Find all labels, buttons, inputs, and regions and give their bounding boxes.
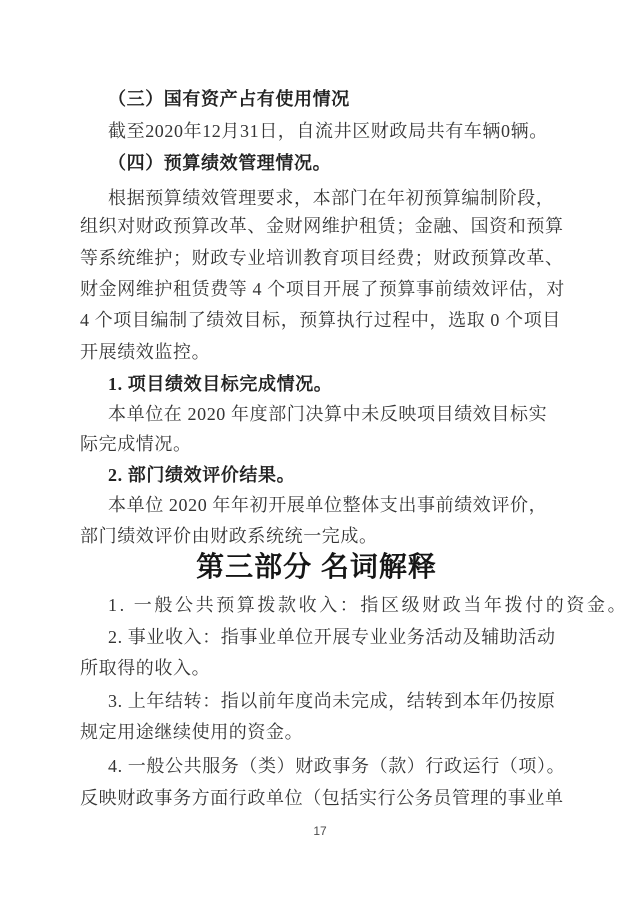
text-line: 财金网维护租赁费等 4 个项目开展了预算事前绩效评估，对: [80, 279, 565, 299]
page-number: 17: [313, 824, 327, 838]
text-line: 根据预算绩效管理要求，本部门在年初预算编制阶段，: [108, 188, 555, 208]
term-definition-line: 3. 上年结转：指以前年度尚未完成，结转到本年仍按原: [108, 691, 556, 711]
term-definition-line: 1. 一般公共预算拨款收入：指区级财政当年拨付的资金。: [108, 595, 629, 615]
text-line: 部门绩效评价由财政系统统一完成。: [80, 526, 378, 546]
text-line: 际完成情况。: [80, 434, 192, 454]
text-line: 本单位在 2020 年度部门决算中未反映项目绩效目标实: [108, 404, 548, 424]
subheading-state-assets: （三）国有资产占有使用情况: [108, 89, 350, 109]
term-definition-line: 所取得的收入。: [80, 658, 211, 678]
text-line: 本单位 2020 年年初开展单位整体支出事前绩效评价，: [108, 495, 548, 515]
term-definition-line: 规定用途继续使用的资金。: [80, 722, 304, 742]
text-line: 截至2020年12月31日，自流井区财政局共有车辆0辆。: [108, 121, 548, 141]
term-definition-line: 反映财政事务方面行政单位（包括实行公务员管理的事业单: [80, 788, 564, 808]
subheading-evaluation-results: 2. 部门绩效评价结果。: [108, 465, 296, 485]
text-line: 等系统维护；财政专业培训教育项目经费；财政预算改革、: [80, 248, 564, 268]
term-definition-line: 2. 事业收入：指事业单位开展专业业务活动及辅助活动: [108, 627, 556, 647]
subheading-project-goals: 1. 项目绩效目标完成情况。: [108, 374, 333, 394]
text-line: 组织对财政预算改革、金财网维护租赁；金融、国资和预算: [80, 216, 564, 236]
part3-section-heading: 第三部分 名词解释: [196, 551, 437, 582]
term-definition-line: 4. 一般公共服务（类）财政事务（款）行政运行（项）。: [108, 756, 566, 776]
subheading-budget-performance: （四）预算绩效管理情况。: [108, 153, 332, 173]
text-line: 4 个项目编制了绩效目标，预算执行过程中，选取 0 个项目: [80, 310, 561, 330]
text-line: 开展绩效监控。: [80, 342, 211, 362]
